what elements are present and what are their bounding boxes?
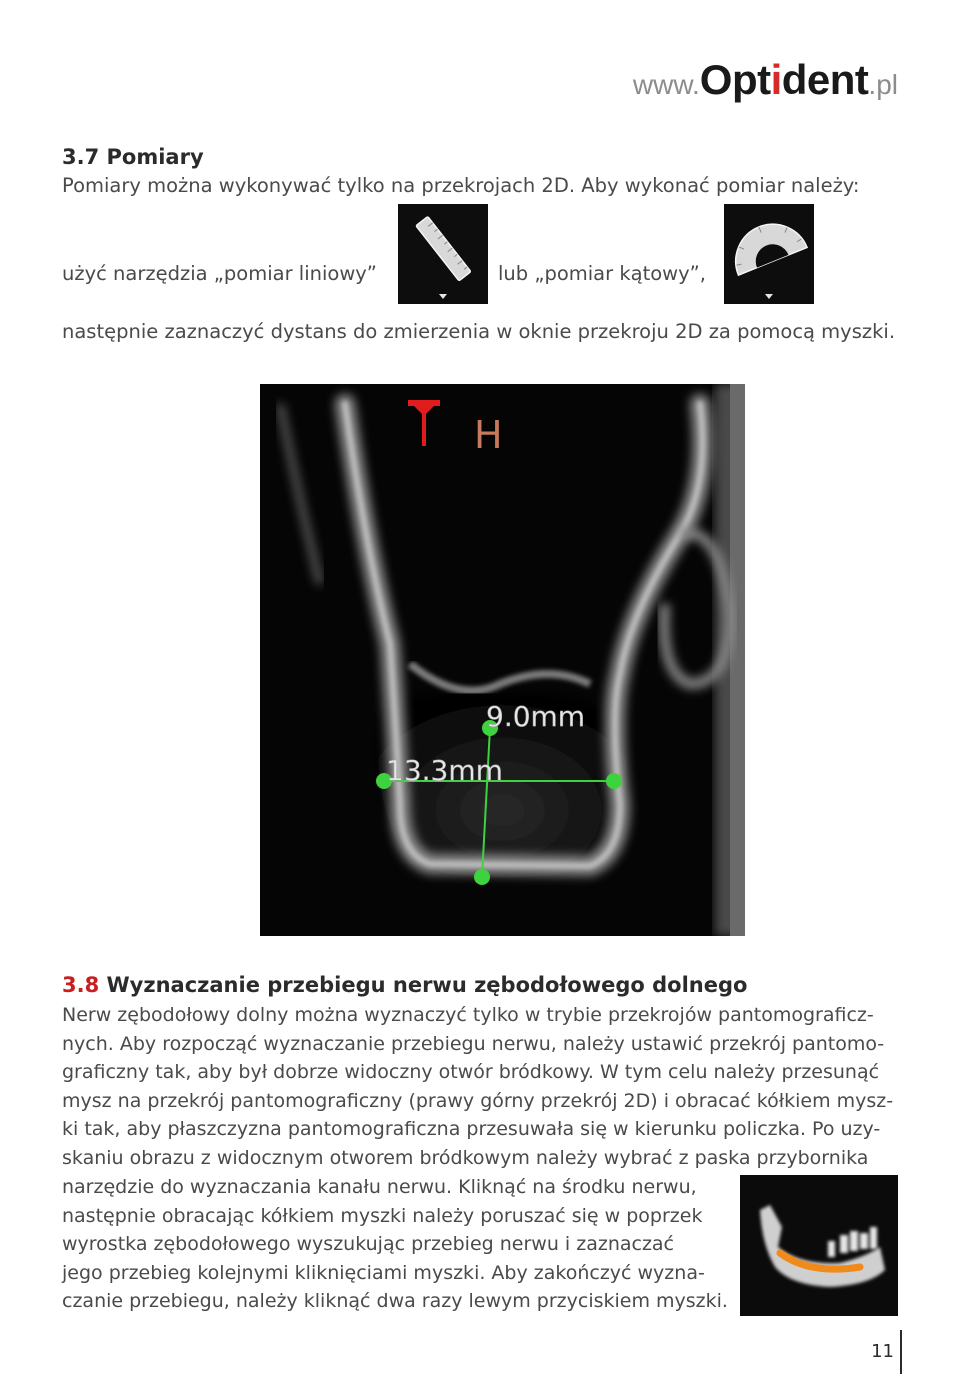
paragraph-line: nych. Aby rozpocząć wyznaczanie przebiegu nerwu, należy ustawić przekrój pantomo- [62,1032,885,1055]
paragraph-line: ki tak, aby płaszczyzna pantomograficzna przesuwała się w kierunku policzka. Po uzy- [62,1118,881,1141]
paragraph-line: mysz na przekrój pantomograficzny (prawy górny przekrój 2D) i obracać kółkiem mysz- [62,1089,894,1112]
optident-logo [633,56,898,104]
page-number: 11 [871,1341,894,1362]
mandible-nerve-image [740,1175,898,1316]
paragraph-line: następnie obracając kółkiem myszki należy poruszać się w poprzek [62,1204,703,1227]
section-3-7-heading [62,145,204,169]
logo-tld: .pl [868,69,898,100]
logo-brand [700,56,869,103]
measure-point [474,869,490,885]
paragraph-line: wyrostka zębodołowego wyszukując przebieg nerwu i zaznaczać [62,1233,675,1256]
ct-cross-section-image [260,384,745,936]
logo-brand-post: dent [781,56,869,103]
section-3-8-number: 3.8 [62,973,100,997]
orientation-letter: H [474,413,503,457]
section-3-8-paragraph-full [62,1001,898,1173]
section-3-7-title: Pomiary [106,145,204,169]
paragraph-line: jego przebieg kolejnymi kliknięciami myszki. Aby zakończyć wyzna- [62,1261,705,1284]
linear-measure-tool-icon [398,204,488,304]
paragraph-line: narzędzie do wyznaczania kanału nerwu. Kliknąć na środku nerwu, [62,1176,697,1198]
horizontal-measure-label: 13.3mm [386,754,503,787]
logo-brand-pre: Opt [699,56,771,103]
section-3-7-line2a: użyć narzędzia „pomiar liniowy” [62,262,377,285]
section-3-7-line2b: lub „pomiar kątowy”, [498,262,706,285]
section-3-7-line3: następnie zaznaczyć dystans do zmierzenia w oknie przekroju 2D za pomocą myszki. [62,320,896,343]
section-3-8-title: Wyznaczanie przebiegu nerwu zębodołowego dolnego [106,973,748,997]
measure-point [606,773,622,789]
section-3-8-heading [62,973,747,997]
section-3-8-paragraph-narrow [62,1173,728,1316]
vertical-measure-label: 9.0mm [486,700,586,733]
paragraph-line: Nerw zębodołowy dolny można wyznaczyć tylko w trybie przekrojów pantomograficz- [62,1004,874,1026]
logo-brand-i: i [770,56,782,103]
paragraph-line: skaniu obrazu z widocznym otworem bródkowym należy wybrać z paska przybornika [62,1146,869,1169]
section-3-7-number: 3.7 [62,145,100,169]
logo-www: www. [632,69,700,100]
angular-measure-tool-icon [724,204,814,304]
section-3-7-line1: Pomiary można wykonywać tylko na przekrojach 2D. Aby wykonać pomiar należy: [62,174,860,197]
paragraph-line: czanie przebiegu, należy kliknąć dwa razy lewym przyciskiem myszki. [62,1290,728,1313]
paragraph-line: graficzny tak, aby był dobrze widoczny otwór bródkowy. W tym celu należy przesunąć [62,1061,880,1084]
page-number-divider [900,1330,902,1374]
